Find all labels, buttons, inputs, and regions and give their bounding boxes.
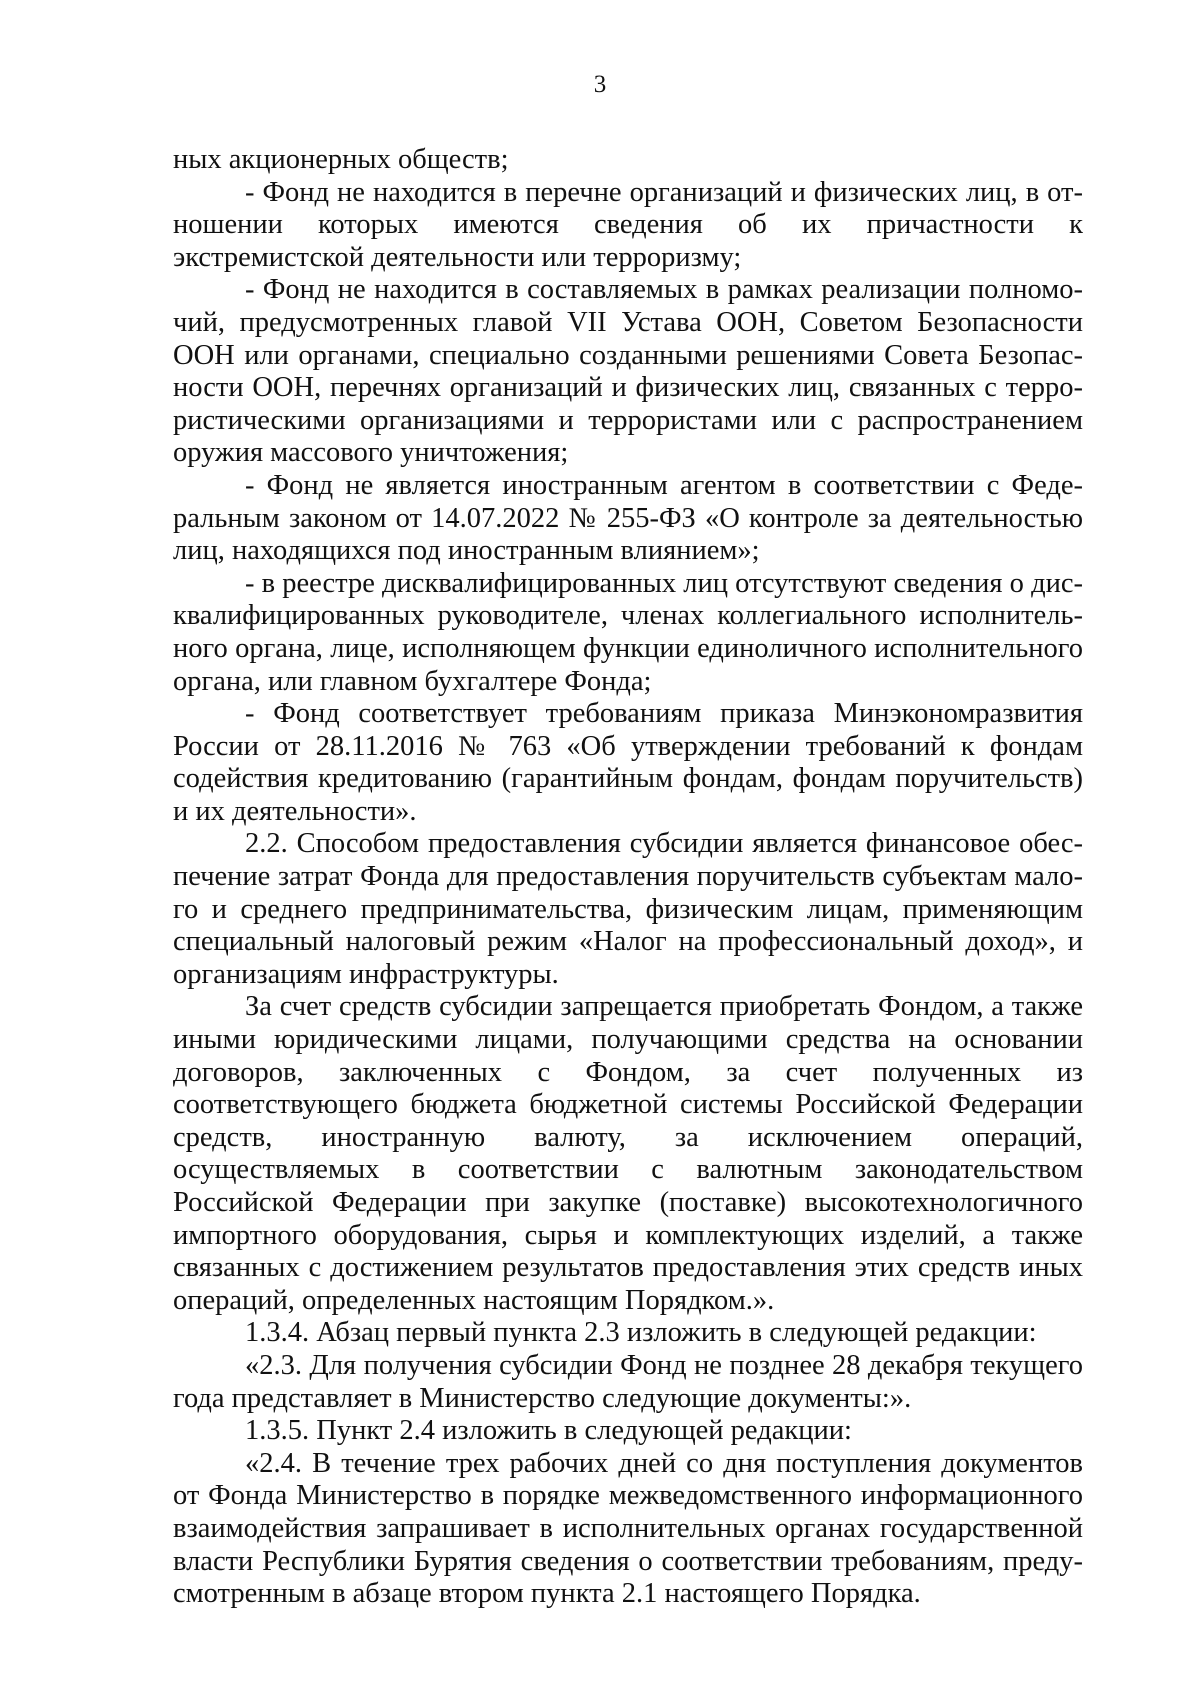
paragraph-6: - Фонд соответствует требованиям приказа Минэкономразвития России от 28.11.2016 № 763 «Об утверждении требований к фондам содействия кредитованию (гарантийным фондам, фондам поручительств) и их деятельности». — [173, 698, 1083, 827]
paragraph-7: 2.2. Способом предоставления субсидии является финансовое обеспечение затрат Фонда для предоставления поручительств субъектам малого и среднего предпринимательства, физическим лицам, применяющим специальный налоговый режим «Налог на профессиональный доход», и организациям инфраструктуры. — [173, 828, 1083, 990]
paragraph-12: «2.4. В течение трех рабочих дней со дня поступления документов от Фонда Министерство в порядке межведомственного информационного взаимодействия запрашивает в исполнительных органах государственной власти Республики Бурятия сведения о соответствии требованиям, предусмотренным в абзаце втором пункта 2.1 настоящего Порядка. — [173, 1447, 1083, 1610]
paragraph-5: - в реестре дисквалифицированных лиц отсутствуют сведения о дисквалифицированных руководителе, членах коллегиального исполнительного органа, лице, исполняющем функции единоличного исполнительного органа, или главном бухгалтере Фонда; — [173, 567, 1083, 697]
page-number: 3 — [593, 71, 607, 98]
paragraph-11: 1.3.5. Пункт 2.4 изложить в следующей редакции: — [245, 1415, 852, 1447]
paragraph-4: - Фонд не является иностранным агентом в соответствии с Федеральным законом от 14.07.2022 № 255-ФЗ «О контроле за деятельностью лиц, находящихся под иностранным влиянием»; — [173, 469, 1083, 567]
paragraph-10: «2.3. Для получения субсидии Фонд не позднее 28 декабря текущего года представляет в Министерство следующие документы:». — [173, 1349, 1083, 1414]
paragraph-9: 1.3.4. Абзац первый пункта 2.3 изложить в следующей редакции: — [245, 1317, 1037, 1349]
paragraph-3: - Фонд не находится в составляемых в рамках реализации полномочий, предусмотренных главой VII Устава ООН, Советом Безопасности ООН или органами, специально созданными решениями Совета Безопасности ООН, перечнях организаций и физических лиц, связанных с террористическими организациями и террористами или с распространением оружия массового уничтожения; — [173, 274, 1083, 469]
document-body — [173, 144, 1083, 1611]
paragraph-8: За счет средств субсидии запрещается приобретать Фондом, а также иными юридическими лицами, получающими средства на основании договоров, заключенных с Фондом, за счет полученных из соответствующего бюджета бюджетной системы Российской Федерации средств, иностранную валюту, за исключением операций, осуществляемых в соответствии с валютным законодательством Российской Федерации при закупке (поставке) высокотехнологичного импортного оборудования, сырья и комплектующих изделий, а также связанных с достижением результатов предоставления этих средств иных операций, определенных настоящим Порядком.». — [173, 991, 1083, 1316]
paragraph-2: - Фонд не находится в перечне организаций и физических лиц, в отношении которых имеются сведения об их причастности к экстремистской деятельности или терроризму; — [173, 176, 1083, 273]
paragraph-1: ных акционерных обществ; — [173, 144, 509, 175]
